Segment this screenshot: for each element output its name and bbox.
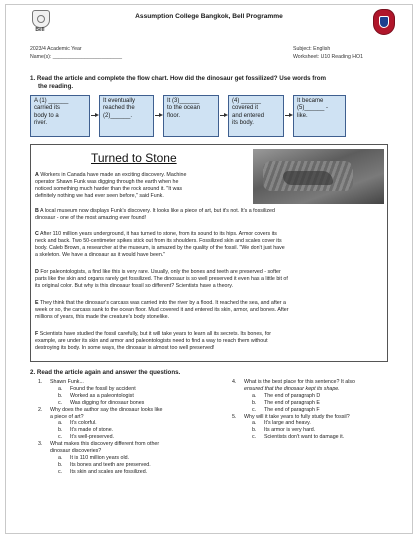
- option[interactable]: c. The end of paragraph F: [252, 406, 320, 413]
- option[interactable]: a. The end of paragraph D: [252, 392, 321, 399]
- paragraph-e: E They think that the dinosaur's carcass was carried into the river by a flood. It reached the sea, and after a week or so, the carcass sank to the ocean floor. Mud covered it and entered its skin, armor, and bones. After millions of years, this made the creature's body stonelike.: [35, 300, 289, 321]
- header-meta-right: [293, 45, 363, 61]
- paragraph-f: F Scientists have studied the fossil carefully, but it will take years to learn all its secrets. Its bones, for example, are under its skin and armor and paleontologists need to find a way to reach them without destroying its body. In some ways, the dinosaur is almost too well preserved!: [35, 331, 272, 352]
- option[interactable]: b. The end of paragraph E: [252, 399, 320, 406]
- article-box: [30, 144, 388, 362]
- option[interactable]: c. It's well-preserved.: [58, 434, 114, 441]
- name-field[interactable]: Name(s): ________________________: [30, 54, 123, 60]
- paragraph-a: A Workers in Canada have made an exciting discovery. Machine operator Shawn Funk was digging through the earth when he noticed something much harder than the rock around it. "It was definitely nothing we had ever seen before," said Funk.: [35, 172, 187, 200]
- arrow-icon: [155, 114, 163, 117]
- option[interactable]: a. It is 110 million years old.: [58, 454, 130, 461]
- question-1: 1. Shawn Funk... a. Found the fossil by accident b. Worked as a paleontologist c. Was digging for dinosaur bones: [38, 379, 218, 407]
- header-meta-left: [30, 45, 122, 61]
- option[interactable]: c. Was digging for dinosaur bones: [58, 399, 145, 406]
- paragraph-b: B A local museum now displays Funk's discovery. It looks like a piece of art, but it's not. It's a fossilized dinosaur - one of the most amazing ever found!: [35, 208, 275, 222]
- article-title: Turned to Stone: [91, 151, 177, 165]
- task1-instructions: 1. Read the article and complete the flow chart. How did the dinosaur get fossilized? Use words from the reading.: [30, 75, 327, 90]
- option[interactable]: a. It's colorful.: [58, 420, 97, 427]
- question-4: 4. What is the best place for this sentence? It also ensured that the dinosaur kept its shape. a. The end of paragraph D b. The end of paragraph E c. The end of paragraph F: [232, 379, 407, 414]
- flow-box-1[interactable]: A (1) ______ carried its body to a river.: [30, 95, 90, 137]
- question-3: 3. What makes this discovery different from other dinosaur discoveries? a. It is 110 million years old. b. Its bones and teeth are preserved. c. Its skin and scales are fossilized.: [38, 441, 218, 476]
- option[interactable]: b. It's made of stone.: [58, 427, 114, 434]
- questions-right-column: [232, 379, 407, 441]
- school-title: Assumption College Bangkok, Bell Programme: [135, 13, 283, 20]
- option[interactable]: b. Worked as a paleontologist: [58, 392, 134, 399]
- subject-label: Subject: English: [293, 46, 331, 52]
- flow-box-3[interactable]: It (3)______ to the ocean floor.: [163, 95, 219, 137]
- paragraph-d: D For paleontologists, a find like this is very rare. Usually, only the bones and teeth are preserved - softer parts like the skin and organs rarely get fossilized. The dinosaur is so well preserved it even has a little bit of its original color. But why is this dinosaur fossil so different? Scientists have a theory.: [35, 269, 288, 290]
- option[interactable]: a. Found the fossil by accident: [58, 385, 136, 392]
- arrow-icon: [285, 114, 293, 117]
- question-5: 5. Why will it take years to fully study the fossil? a. It's large and heavy. b. Its armor is very hard. c. Scientists don't want to damage it.: [232, 414, 407, 442]
- option[interactable]: b. Its bones and teeth are preserved.: [58, 461, 151, 468]
- option[interactable]: a. It's large and heavy.: [252, 420, 311, 427]
- flow-box-4[interactable]: (4) ______ covered it and entered its body.: [228, 95, 284, 137]
- bell-logo-caption: Bell: [35, 27, 45, 33]
- option[interactable]: c. Scientists don't want to damage it.: [252, 434, 345, 441]
- questions-left-column: [38, 379, 218, 476]
- flow-box-2[interactable]: It eventually reached the (2)______.: [99, 95, 154, 137]
- flow-box-5[interactable]: It became (5)______ - like.: [293, 95, 346, 137]
- paragraph-c: C After 110 million years underground, it has turned to stone, from its sound to its hips. Armor covers its neck and back. Two 50-centimeter spikes stick out from its shoulders. Fossilized skin and scales cover its body. Caleb Brown, a researcher at the museum, is amazed by the quality of the fossil. "We don't just have a skeleton. We have a dinosaur as it would have been.": [35, 231, 285, 259]
- worksheet-label: Worksheet: U10 Reading HO1: [293, 54, 363, 60]
- arrow-icon: [220, 114, 228, 117]
- question-2: 2. Why does the author say the dinosaur looks like a piece of art? a. It's colorful. b. It's made of stone. c. It's well-preserved.: [38, 407, 218, 442]
- arrow-icon: [91, 114, 99, 117]
- option[interactable]: c. Its skin and scales are fossilized.: [58, 468, 148, 475]
- dinosaur-fossil-photo: [253, 149, 384, 204]
- option[interactable]: b. Its armor is very hard.: [252, 427, 316, 434]
- task2-instructions: 2. Read the article again and answer the questions.: [30, 369, 181, 376]
- academic-year: 2023/4 Academic Year: [30, 46, 82, 52]
